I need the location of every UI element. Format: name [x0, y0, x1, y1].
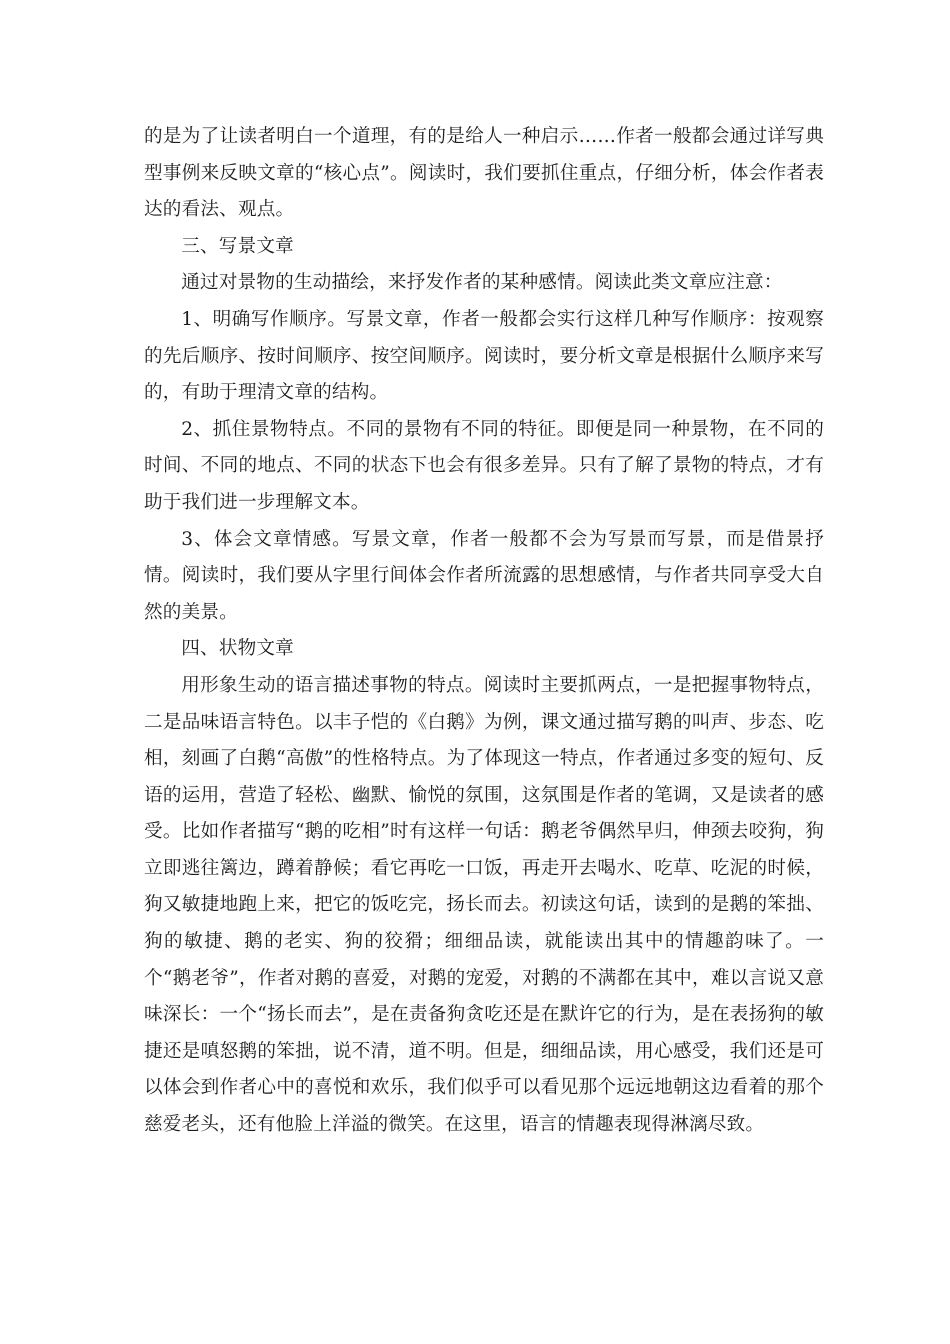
paragraph-object-description: 用形象生动的语言描述事物的特点。阅读时主要抓两点，一是把握事物特点，二是品味语言特色。以丰子恺的《白鹅》为例，课文通过描写鹅的叫声、步态、吃相，刻画了白鹅“高傲”的性格特点。为了体现这一特点，作者通过多变的短句、反语的运用，营造了轻松、幽默、愉悦的氛围，这氛围是作者的笔调，又是读者的感受。比如作者描写“鹅的吃相”时有这样一句话：鹅老爷偶然早归，伸颈去咬狗，狗立即逃往篱边，蹲着静候；看它再吃一口饭，再走开去喝水、吃草、吃泥的时候，狗又敏捷地跑上来，把它的饭吃完，扬长而去。初读这句话，读到的是鹅的笨拙、狗的敏捷、鹅的老实、狗的狡猾；细细品读，就能读出其中的情趣韵味了。一个“鹅老爷”，作者对鹅的喜爱，对鹅的宠爱，对鹅的不满都在其中，难以言说又意味深长：一个“扬长而去”，是在责备狗贪吃还是在默许它的行为，是在表扬狗的敏捷还是嗔怒鹅的笨拙，说不清，道不明。但是，细细品读，用心感受，我们还是可以体会到作者心中的喜悦和欢乐，我们似乎可以看见那个远远地朝这边看着的那个慈爱老头，还有他脸上洋溢的微笑。在这里，语言的情趣表现得淋漓尽致。 [144, 674, 824, 1136]
document-body [144, 119, 824, 1144]
paragraph-scenery-point-3: 3、体会文章情感。写景文章，作者一般都不会为写景而写景，而是借景抒情。阅读时，我们要从字里行间体会作者所流露的思想感情，与作者共同享受大自然的美景。 [144, 528, 824, 623]
section-heading-object: 四、状物文章 [181, 638, 294, 660]
paragraph-scenery-point-1: 1、明确写作顺序。写景文章，作者一般都会实行这样几种写作顺序：按观察的先后顺序、按时间顺序、按空间顺序。阅读时，要分析文章是根据什么顺序来写的，有助于理清文章的结构。 [144, 308, 824, 404]
paragraph-scenery-intro: 通过对景物的生动描绘，来抒发作者的某种感情。阅读此类文章应注意： [181, 272, 783, 294]
section-heading-scenery: 三、写景文章 [181, 235, 294, 257]
paragraph-scenery-point-2: 2、抓住景物特点。不同的景物有不同的特征。即便是同一种景物，在不同的时间、不同的地点、不同的状态下也会有很多差异。只有了解了景物的特点，才有助于我们进一步理解文本。 [144, 418, 824, 513]
paragraph-intro-continuation: 的是为了让读者明白一个道理，有的是给人一种启示……作者一般都会通过详写典型事例来反映文章的“核心点”。阅读时，我们要抓住重点，仔细分析，体会作者表达的看法、观点。 [144, 126, 824, 221]
